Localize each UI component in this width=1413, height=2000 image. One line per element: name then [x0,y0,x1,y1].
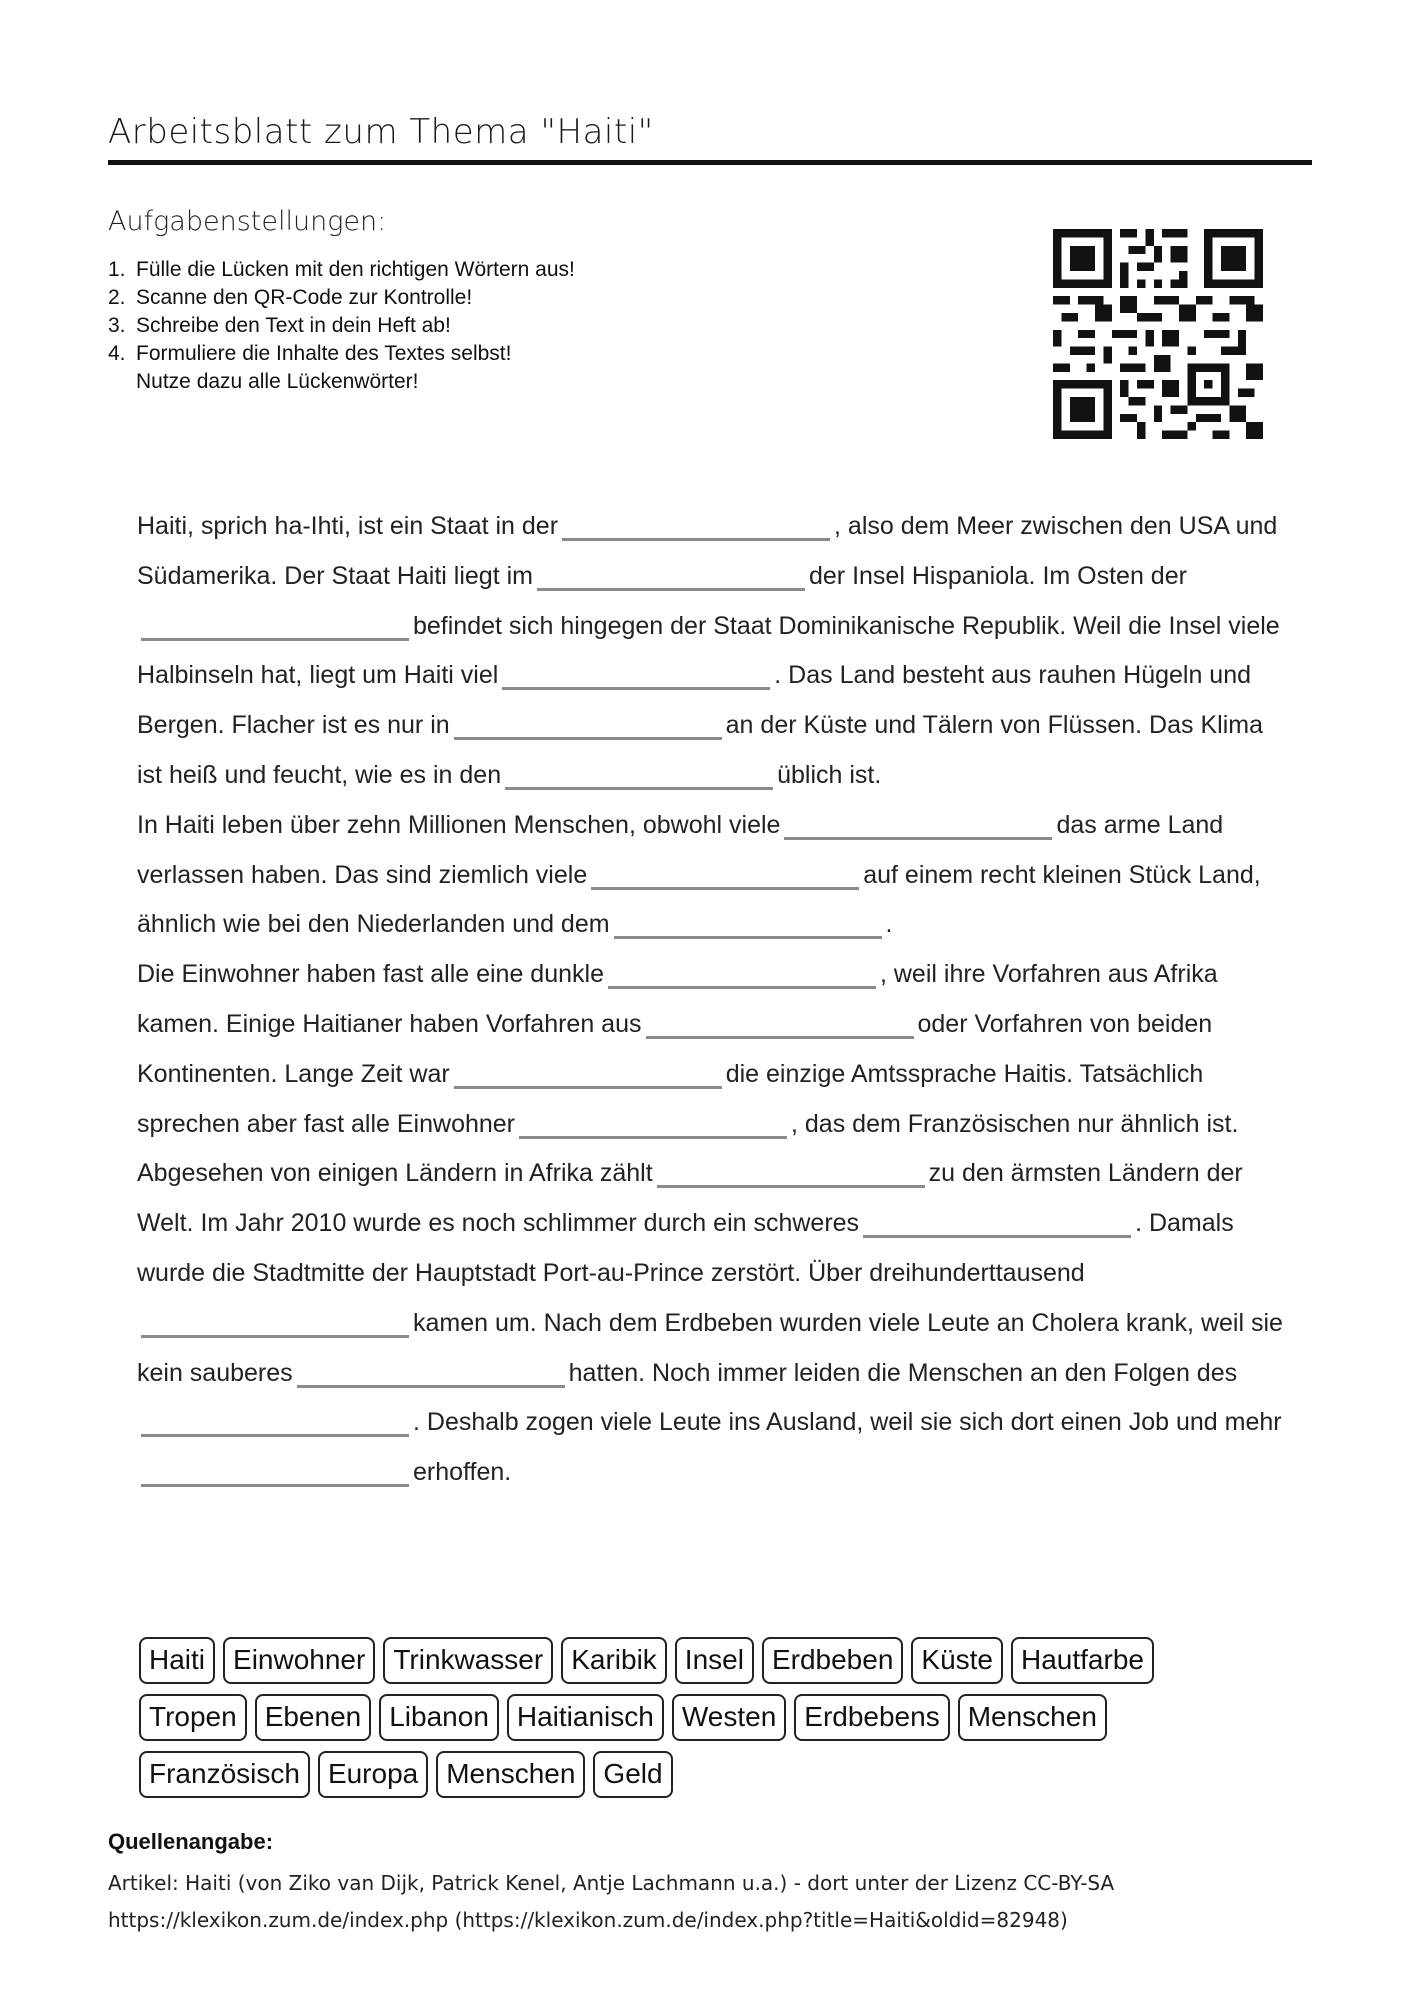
blank-field[interactable] [614,906,882,939]
blank-field[interactable] [141,1404,409,1437]
word-chip[interactable]: Erdbebens [794,1694,949,1741]
blank-field[interactable] [537,558,805,591]
blank-field[interactable] [502,657,770,690]
instruction-item: 3. Schreibe den Text in dein Heft ab! [108,314,451,337]
blank-field[interactable] [519,1106,787,1139]
word-chip[interactable]: Erdbeben [762,1637,903,1684]
cloze-paragraph: Haiti, sprich ha-Ihti, ist ein Staat in der , also dem Meer zwischen den USA und Südamerika. Der Staat Haiti liegt im der Insel Hispaniola. Im Osten derbefindet sich hingegen der Staat Dominikanische Republik. Weil die Insel viele Halbinseln hat, liegt um Haiti viel . Das Land besteht aus rauhen Hügeln und Bergen. Flacher ist es nur in an der Küste und Tälern von Flüssen. Das Klima ist heiß und feucht, wie es in den üblich ist. [137,502,1287,801]
blank-field[interactable] [863,1205,1131,1238]
blank-field[interactable] [591,857,859,890]
word-chip[interactable]: Westen [672,1694,786,1741]
word-chip[interactable]: Geld [593,1751,672,1798]
instructions-list [108,256,575,396]
blank-field[interactable] [141,1454,409,1487]
word-chip[interactable]: Karibik [561,1637,667,1684]
cloze-paragraph: In Haiti leben über zehn Millionen Menschen, obwohl viele das arme Land verlassen haben. Das sind ziemlich viele auf einem recht kleinen Stück Land, ähnlich wie bei den Niederlanden und dem . [137,801,1287,950]
instruction-item: 2. Scanne den QR-Code zur Kontrolle! [108,286,473,309]
word-chip[interactable]: Tropen [139,1694,247,1741]
word-chip[interactable]: Ebenen [255,1694,372,1741]
instruction-continuation: Nutze dazu alle Lückenwörter! [136,370,419,393]
title-divider [108,160,1312,165]
word-chip[interactable]: Menschen [958,1694,1107,1741]
word-chip[interactable]: Hautfarbe [1011,1637,1154,1684]
blank-field[interactable] [505,757,773,790]
blank-field[interactable] [141,1305,409,1338]
source-url-link[interactable]: https://klexikon.zum.de/index.php (https://klexikon.zum.de/index.php?title=Haiti&oldid=82948) [108,1908,1068,1932]
instruction-item: 1. Fülle die Lücken mit den richtigen Wörtern aus! [108,258,575,281]
word-bank-row [139,1694,1259,1741]
word-chip[interactable]: Europa [318,1751,428,1798]
page-title: Arbeitsblatt zum Thema "Haiti" [108,112,654,152]
word-chip[interactable]: Einwohner [223,1637,375,1684]
blank-field[interactable] [646,1006,914,1039]
blank-field[interactable] [141,608,409,641]
word-chip[interactable]: Trinkwasser [383,1637,553,1684]
word-chip[interactable]: Französisch [139,1751,310,1798]
word-chip[interactable]: Haitianisch [507,1694,664,1741]
blank-field[interactable] [657,1155,925,1188]
source-article: Artikel: Haiti (von Ziko van Dijk, Patrick Kenel, Antje Lachmann u.a.) - dort unter der Lizenz CC-BY-SA [108,1871,1115,1895]
blank-field[interactable] [297,1355,565,1388]
blank-field[interactable] [454,707,722,740]
word-chip[interactable]: Haiti [139,1637,215,1684]
cloze-text [137,502,1287,1498]
blank-field[interactable] [608,956,876,989]
instructions-heading: Aufgabenstellungen: [108,206,387,237]
word-bank-row [139,1637,1259,1684]
word-bank-row [139,1751,1259,1798]
word-bank [139,1637,1259,1808]
qr-code-icon[interactable] [1053,229,1263,439]
cloze-paragraph: Die Einwohner haben fast alle eine dunkle , weil ihre Vorfahren aus Afrika kamen. Einige Haitianer haben Vorfahren aus oder Vorfahren von beiden Kontinenten. Lange Zeit war die einzige Amtssprache Haitis. Tatsächlich sprechen aber fast alle Einwohner , das dem Französischen nur ähnlich ist. [137,950,1287,1149]
source-heading: Quellenangabe: [108,1829,274,1854]
blank-field[interactable] [784,807,1052,840]
cloze-paragraph: Abgesehen von einigen Ländern in Afrika zählt zu den ärmsten Ländern der Welt. Im Jahr 2010 wurde es noch schlimmer durch ein schweres . Damals wurde die Stadtmitte der Hauptstadt Port-au-Prince zerstört. Über dreihunderttausendkamen um. Nach dem Erdbeben wurden viele Leute an Cholera krank, weil sie kein sauberes hatten. Noch immer leiden die Menschen an den Folgen des. Deshalb zogen viele Leute ins Ausland, weil sie sich dort einen Job und mehrerhoffen. [137,1149,1287,1498]
word-chip[interactable]: Menschen [436,1751,585,1798]
blank-field[interactable] [562,508,830,541]
blank-field[interactable] [454,1056,722,1089]
instruction-item: 4. Formuliere die Inhalte des Textes selbst! [108,342,512,365]
word-chip[interactable]: Küste [911,1637,1003,1684]
word-chip[interactable]: Libanon [379,1694,499,1741]
word-chip[interactable]: Insel [675,1637,754,1684]
